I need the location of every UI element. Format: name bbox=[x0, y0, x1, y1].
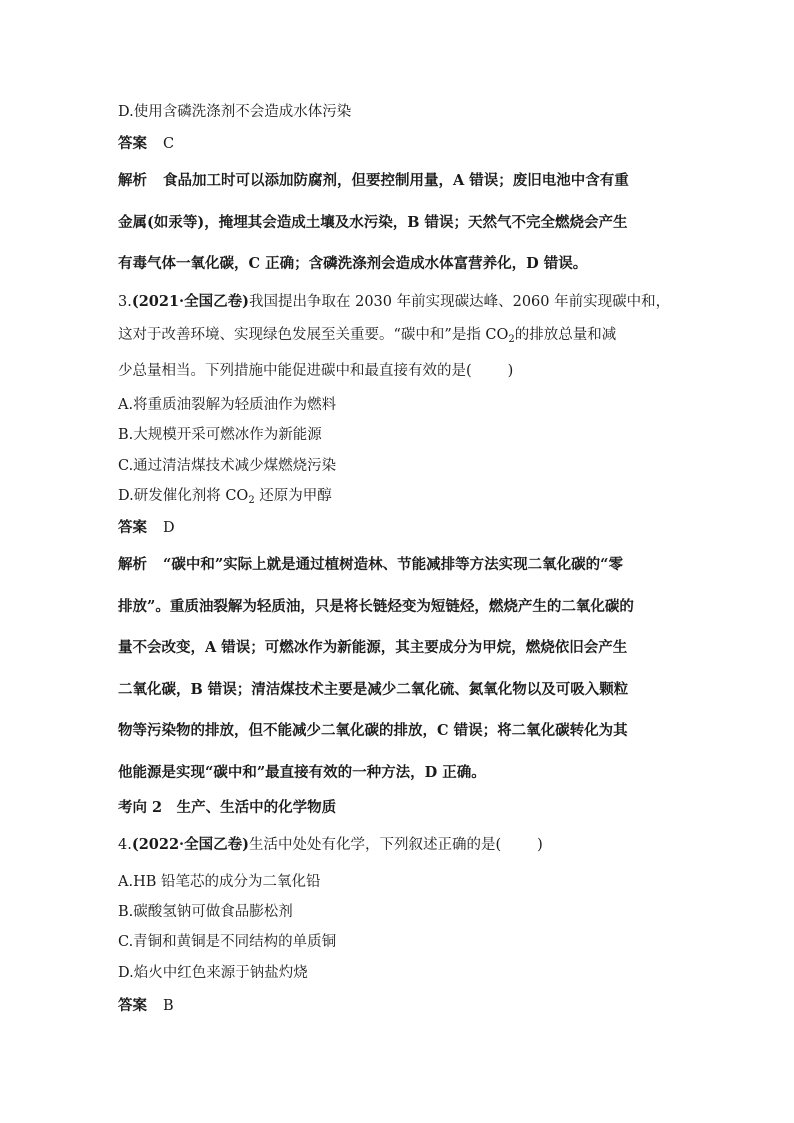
q2-analysis-line-1 bbox=[118, 171, 629, 191]
answer-label: 答案 bbox=[118, 135, 147, 152]
question-number: 4. bbox=[118, 837, 132, 853]
q3-analysis-line-5: 物等污染物的排放，但不能减少二氧化碳的排放，C 错误；将二氧化碳转化为其 bbox=[118, 722, 628, 739]
q3-analysis-line-6: 他能源是实现“碳中和”最直接有效的一种方法，D 正确。 bbox=[118, 764, 486, 781]
q4-answer bbox=[118, 996, 174, 1016]
answer-value: B bbox=[163, 998, 174, 1014]
q3-analysis-line-4: 二氧化碳，B 错误；清洁煤技术主要是减少二氧化硫、氮氧化物以及可吸入颗粒 bbox=[118, 681, 629, 698]
q2-analysis-line-3: 有毒气体一氧化碳，C 正确；含磷洗涤剂会造成水体富营养化，D 错误。 bbox=[118, 255, 588, 272]
answer-value: D bbox=[163, 520, 175, 536]
analysis-label: 解析 bbox=[118, 172, 147, 189]
section-heading: 考向 2 生产、生活中的化学物质 bbox=[118, 799, 337, 816]
option-text: 还原为甲醇 bbox=[254, 488, 332, 504]
question-source: (2021·全国乙卷) bbox=[131, 293, 249, 310]
stem-paren: ) bbox=[507, 363, 514, 379]
q3-analysis-line-1 bbox=[118, 555, 623, 575]
stem-paren: ) bbox=[537, 837, 543, 853]
q2-answer bbox=[118, 134, 174, 154]
q4-option-a: A.HB 铅笔芯的成分为二氧化铅 bbox=[118, 874, 321, 890]
q3-stem-line-1 bbox=[118, 292, 670, 312]
answer-label: 答案 bbox=[118, 519, 147, 536]
q3-stem-line-3 bbox=[118, 361, 513, 381]
answer-label: 答案 bbox=[118, 997, 147, 1014]
q3-option-a: A.将重质油裂解为轻质油作为燃料 bbox=[118, 397, 337, 413]
q3-option-c: C.通过清洁煤技术减少煤燃烧污染 bbox=[118, 458, 337, 474]
analysis-text: 食品加工时可以添加防腐剂，但要控制用量，A 错误；废旧电池中含有重 bbox=[163, 172, 629, 189]
analysis-text: “碳中和”实际上就是通过植树造林、节能减排等方法实现二氧化碳的“零 bbox=[163, 556, 624, 573]
stem-text: 的排放总量和减 bbox=[514, 327, 617, 343]
question-source: (2022·全国乙卷) bbox=[131, 836, 249, 853]
q3-answer bbox=[118, 518, 175, 538]
analysis-label: 解析 bbox=[118, 556, 147, 573]
question-number: 3. bbox=[118, 294, 132, 310]
q4-option-d: D.焰火中红色来源于钠盐灼烧 bbox=[118, 965, 308, 981]
stem-text: 少总量相当。下列措施中能促进碳中和最直接有效的是( bbox=[118, 363, 472, 379]
q2-option-d: D.使用含磷洗涤剂不会造成水体污染 bbox=[118, 104, 352, 120]
question-stem: 我国提出争取在 2030 年前实现碳达峰、2060 年前实现碳中和， bbox=[248, 294, 671, 310]
q4-stem bbox=[118, 835, 543, 855]
stem-text: 这对于改善环境、实现绿色发展至关重要。“碳中和”是指 CO bbox=[118, 327, 509, 343]
option-text: D.研发催化剂将 CO bbox=[118, 488, 249, 504]
q2-analysis-line-2: 金属(如汞等)，掩埋其会造成土壤及水污染，B 错误；天然气不完全燃烧会产生 bbox=[118, 214, 628, 231]
q4-option-c: C.青铜和黄铜是不同结构的单质铜 bbox=[118, 934, 337, 950]
q3-option-d bbox=[118, 486, 332, 506]
answer-value: C bbox=[163, 136, 175, 152]
question-stem: 生活中处处有化学，下列叙述正确的是( bbox=[248, 837, 502, 853]
q3-analysis-line-2: 排放”。重质油裂解为轻质油，只是将长链烃变为短链烃，燃烧产生的二氧化碳的 bbox=[118, 598, 634, 615]
subscript: 2 bbox=[248, 495, 255, 506]
q3-option-b: B.大规模开采可燃冰作为新能源 bbox=[118, 427, 322, 443]
q4-option-b: B.碳酸氢钠可做食品膨松剂 bbox=[118, 904, 293, 920]
q3-stem-line-2 bbox=[118, 325, 616, 345]
q3-analysis-line-3: 量不会改变，A 错误；可燃冰作为新能源，其主要成分为甲烷，燃烧依旧会产生 bbox=[118, 639, 628, 656]
subscript: 2 bbox=[508, 334, 515, 345]
